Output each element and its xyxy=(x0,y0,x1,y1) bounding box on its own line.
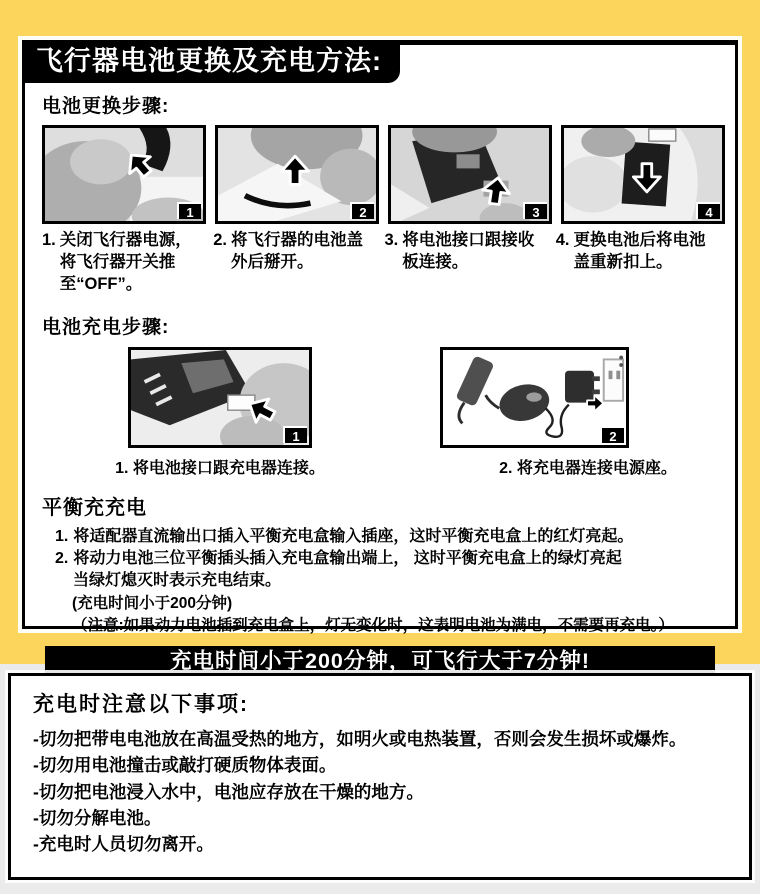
warning-item-impact: -切勿用电池撞击或敲打硬质物体表面。 xyxy=(33,755,337,776)
photo-step2-number-badge: 2 xyxy=(350,202,374,219)
charger-to-socket-photo xyxy=(443,350,626,445)
step-number: 1. xyxy=(42,231,56,249)
step-number: 2. xyxy=(499,460,513,478)
balance-note-time: (充电时间小于200分钟) xyxy=(72,594,233,612)
balance-charge-heading: 平衡充充电 xyxy=(42,497,147,520)
step-text: 将飞行器的电池盖外后掰开。 xyxy=(231,231,364,271)
warning-item-unattended: -充电时人员切勿离开。 xyxy=(33,834,214,854)
step-number: 3. xyxy=(384,231,399,249)
photo-step3-connect-plug xyxy=(388,125,552,224)
replace-step4-caption xyxy=(556,230,718,295)
item-text: 将适配器直流输出口插入平衡充电盒输入插座，这时平衡充电盒上的红灯亮起。 xyxy=(73,528,634,546)
warning-item-heat: -切勿把带电电池放在高温受热的地方，如明火或电热装置，否则会发生损坏或爆炸。 xyxy=(33,729,687,749)
charging-warnings-panel xyxy=(8,673,752,880)
battery-instructions-panel xyxy=(22,40,738,673)
photo-step3-number-badge: 3 xyxy=(523,202,547,219)
photo-charge1-connect-charger xyxy=(128,347,312,448)
replace-step2-caption xyxy=(213,230,375,295)
step-number: 1. xyxy=(115,460,129,478)
photo-step4-number-badge: 4 xyxy=(696,202,720,219)
photo-step1-number-badge: 1 xyxy=(177,202,201,219)
item-number: 2. xyxy=(55,550,69,568)
replace-steps-photo-row xyxy=(42,125,718,224)
warnings-heading: 充电时注意以下事项: xyxy=(33,693,249,716)
charge-steps-caption-row xyxy=(42,455,718,478)
replace-steps-caption-row xyxy=(42,230,718,295)
photo-step1-power-off xyxy=(42,125,206,224)
warning-item-disassemble: -切勿分解电池。 xyxy=(33,807,162,828)
replace-step3-caption xyxy=(385,230,547,295)
charge-steps-heading: 电池充电步骤: xyxy=(42,317,170,339)
charge-steps-photo-row xyxy=(42,347,718,448)
balance-item-2 xyxy=(55,548,718,570)
balance-charge-list xyxy=(55,526,718,592)
photo-charge2-number-badge: 2 xyxy=(600,426,624,443)
item-number: 1. xyxy=(55,528,69,546)
step-text: 将充电器连接电源座。 xyxy=(516,460,677,478)
replace-steps-heading: 电池更换步骤: xyxy=(42,96,170,117)
step-number: 2. xyxy=(213,231,228,249)
step-text: 更换电池后将电池盖重新扣上。 xyxy=(573,231,706,271)
step-text: 将电池接口跟接收板连接。 xyxy=(402,231,535,271)
charge-step1-caption xyxy=(70,455,370,478)
step-text: 将电池接口跟充电器连接。 xyxy=(132,460,325,478)
photo-step4-insert-battery xyxy=(561,125,725,224)
warning-item-water: -切勿把电池浸入水中，电池应存放在干燥的地方。 xyxy=(33,781,424,802)
balance-item-1 xyxy=(55,526,718,548)
step-number: 4. xyxy=(555,231,570,249)
charge-step2-caption xyxy=(458,455,718,478)
item-text: 将动力电池三位平衡插头插入充电盒输出端上， 这时平衡充电盒上的绿灯亮起 xyxy=(73,550,622,568)
balance-item-2-continued: 当绿灯熄灭时表示充电结束。 xyxy=(73,572,282,590)
flight-time-banner: 充电时间小于200分钟，可飞行大于7分钟! xyxy=(45,646,715,678)
photo-step2-open-cover xyxy=(215,125,379,224)
balance-note-full: （注意:如果动力电池插到充电盒上，灯无变化时，这表明电池为满电，不需要再充电。） xyxy=(72,616,674,634)
step-text: 关闭飞行器电源，将飞行器开关推至“OFF”。 xyxy=(59,231,192,293)
photo-charge2-plug-to-socket xyxy=(440,347,629,448)
photo-charge1-number-badge: 1 xyxy=(283,426,307,443)
replace-step1-caption xyxy=(42,230,204,295)
page-title: 飞行器电池更换及充电方法: xyxy=(22,40,400,83)
warnings-list xyxy=(33,726,729,857)
